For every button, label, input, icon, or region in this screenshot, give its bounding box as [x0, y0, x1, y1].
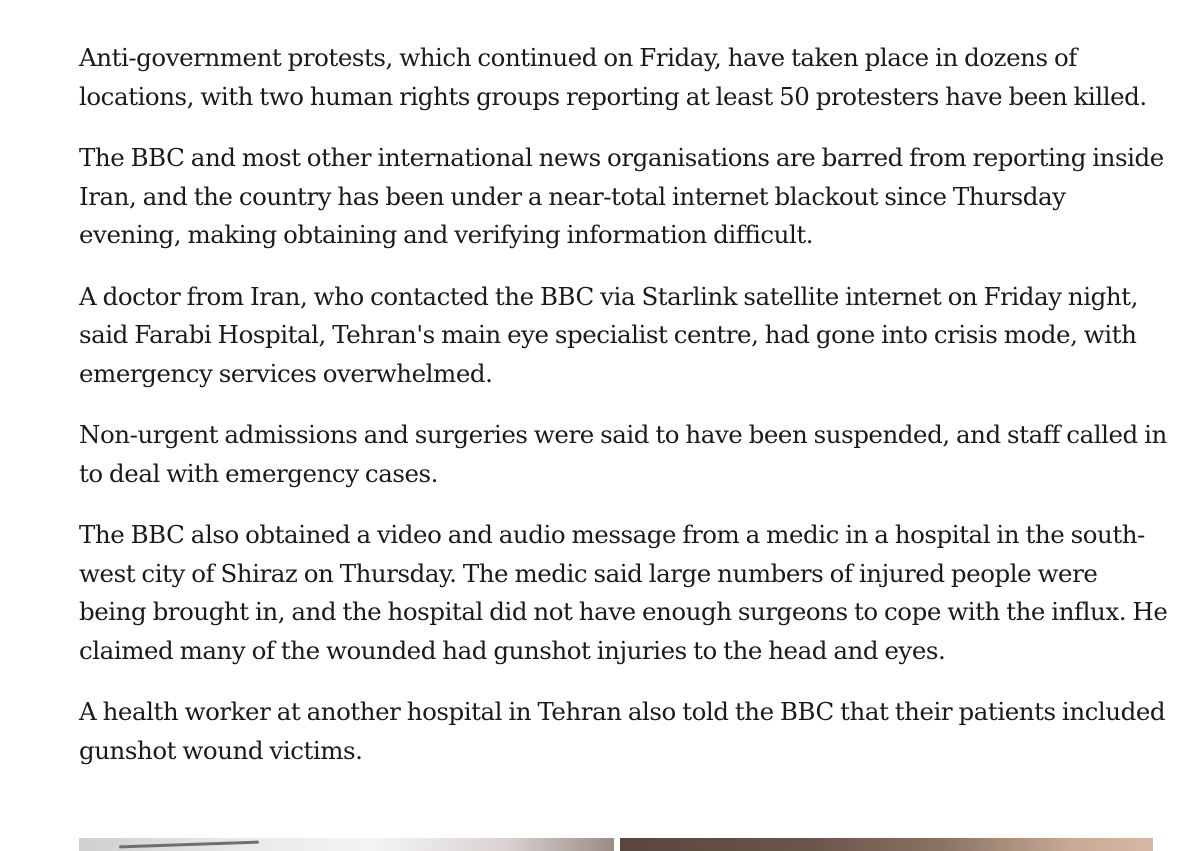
article-paragraph: Non-urgent admissions and surgeries were said to have been suspended, and staff called in to deal with emergency cases.: [79, 420, 1167, 488]
article-body: [79, 39, 1169, 793]
article-paragraph: A doctor from Iran, who contacted the BBC via Starlink satellite internet on Friday night, said Farabi Hospital, Tehran's main eye specialist centre, had gone into crisis mode, with emergency services overwhelmed.: [79, 281, 1138, 388]
article-paragraph: A health worker at another hospital in Tehran also told the BBC that their patients included gunshot wound victims.: [79, 697, 1166, 765]
article-image-strip: [79, 838, 1153, 851]
article-image-left[interactable]: [79, 838, 614, 851]
article-paragraph: Anti-government protests, which continued on Friday, have taken place in dozens of locations, with two human rights groups reporting at least 50 protesters have been killed.: [79, 43, 1147, 111]
article-paragraph: The BBC and most other international news organisations are barred from reporting inside Iran, and the country has been under a near-total internet blackout since Thursday evening, making obtaining and verifying information difficult.: [79, 143, 1164, 249]
article-image-right[interactable]: [620, 838, 1153, 851]
image-detail: [119, 841, 259, 849]
article-paragraph: The BBC also obtained a video and audio message from a medic in a hospital in the south-west city of Shiraz on Thursday. The medic said large numbers of injured people were being brought in, and the hospital did not have enough surgeons to cope with the influx. He claimed many of the wounded had gunshot injuries to the head and eyes.: [79, 520, 1168, 665]
